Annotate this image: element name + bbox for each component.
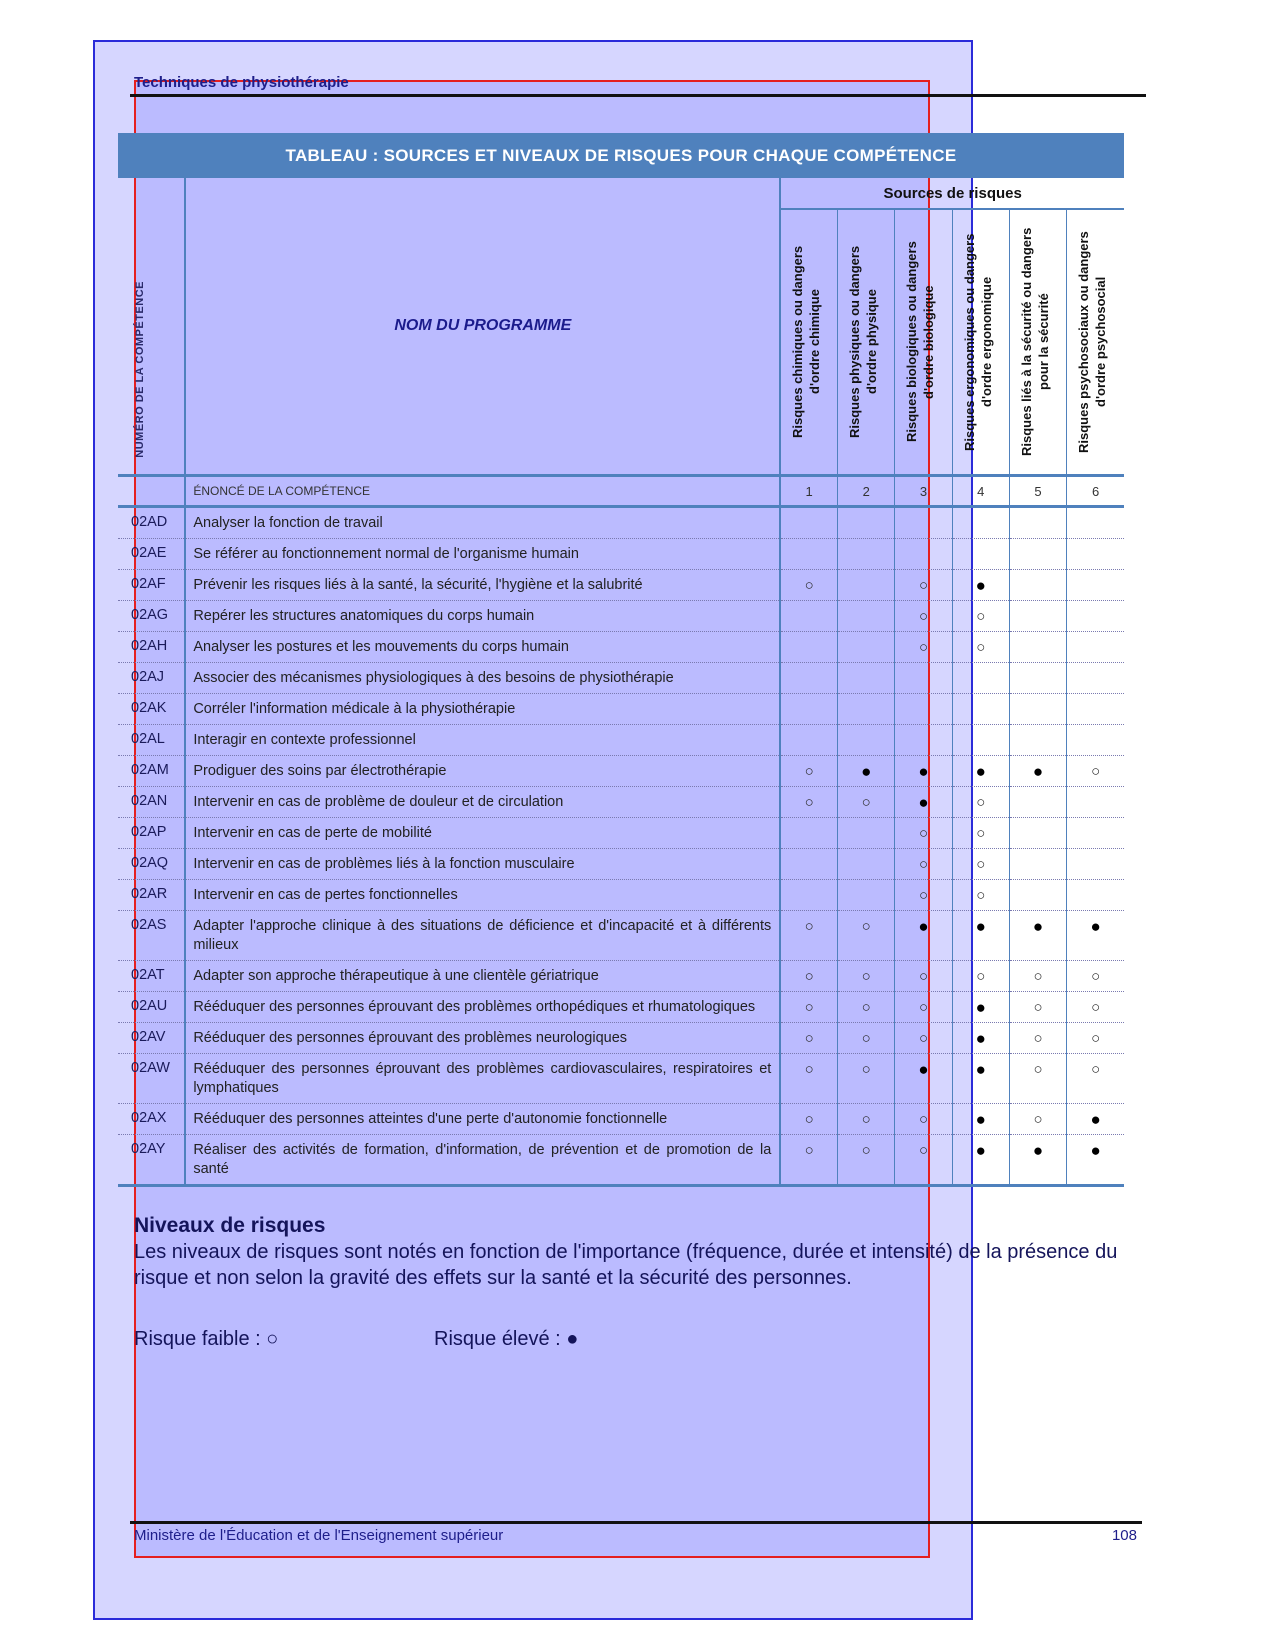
- enonce-header: ÉNONCÉ DE LA COMPÉTENCE: [185, 476, 780, 507]
- risk-level-cell: [780, 632, 837, 663]
- risk-level-cell: [952, 880, 1009, 911]
- enonce-empty-cell: [118, 476, 185, 507]
- competence-statement: Prévenir les risques liés à la santé, la sécurité, l'hygiène et la salubrité: [185, 570, 780, 601]
- risk-column-label: Risques physiques ou dangers d'ordre physique: [847, 245, 880, 439]
- competence-code: 02AV: [118, 1023, 185, 1054]
- high-risk-marker: ●: [975, 998, 986, 1017]
- table-row: [118, 880, 1124, 911]
- risk-level-cell: [838, 601, 895, 632]
- low-risk-marker: ○: [804, 968, 814, 985]
- low-risk-marker: ○: [1091, 1030, 1101, 1047]
- risk-level-cell: [952, 911, 1009, 961]
- risk-level-cell: [895, 539, 952, 570]
- competence-statement: Rééduquer des personnes éprouvant des problèmes cardiovasculaires, respiratoires et lymphatiques: [185, 1054, 780, 1104]
- competence-statement: Interagir en contexte professionnel: [185, 725, 780, 756]
- competence-code: 02AG: [118, 601, 185, 632]
- risk-level-cell: [780, 539, 837, 570]
- low-risk-marker: ○: [804, 1111, 814, 1128]
- low-risk-marker: ○: [1091, 763, 1101, 780]
- table-row: [118, 911, 1124, 961]
- low-risk-marker: ○: [804, 1030, 814, 1047]
- risk-level-cell: [838, 725, 895, 756]
- risk-column-header: [952, 209, 1009, 476]
- high-risk-marker: ●: [1090, 1110, 1101, 1129]
- risk-level-cell: [952, 1135, 1009, 1186]
- competence-code: 02AP: [118, 818, 185, 849]
- risk-level-cell: [838, 818, 895, 849]
- competence-code: 02AU: [118, 992, 185, 1023]
- table-row: [118, 570, 1124, 601]
- low-risk-marker: ○: [861, 1142, 871, 1159]
- competence-statement: Analyser la fonction de travail: [185, 507, 780, 539]
- risk-level-cell: [780, 992, 837, 1023]
- low-risk-marker: ○: [976, 639, 986, 656]
- risk-column-header: [780, 209, 837, 476]
- high-risk-marker: ●: [918, 1060, 929, 1079]
- risk-level-cell: [1009, 725, 1066, 756]
- competence-statement: Intervenir en cas de pertes fonctionnelles: [185, 880, 780, 911]
- high-risk-marker: ●: [1090, 917, 1101, 936]
- risk-level-cell: [895, 507, 952, 539]
- risk-level-cell: [952, 694, 1009, 725]
- low-risk-marker: ○: [1033, 999, 1043, 1016]
- risk-level-cell: [952, 849, 1009, 880]
- header-divider: [130, 94, 1146, 97]
- risk-level-cell: [838, 992, 895, 1023]
- risk-level-cell: [1067, 570, 1124, 601]
- table-row: [118, 1023, 1124, 1054]
- low-risk-marker: ○: [804, 918, 814, 935]
- risk-column-number: 6: [1067, 476, 1124, 507]
- risk-level-cell: [1009, 992, 1066, 1023]
- risk-level-cell: [952, 570, 1009, 601]
- table-row: [118, 787, 1124, 818]
- risk-column-label: Risques psychosociaux ou dangers d'ordre psychosocial: [1076, 231, 1109, 453]
- competence-risk-table: [118, 178, 1124, 1187]
- risk-column-label: Risques chimiques ou dangers d'ordre chimique: [790, 245, 823, 439]
- competence-code: 02AX: [118, 1104, 185, 1135]
- table-row: [118, 694, 1124, 725]
- competence-code: 02AY: [118, 1135, 185, 1186]
- risk-level-cell: [838, 507, 895, 539]
- risk-level-cell: [838, 694, 895, 725]
- competence-number-header-label: NUMÉRO DE LA COMPÉTENCE: [134, 281, 146, 458]
- risk-level-cell: [838, 632, 895, 663]
- risk-level-cell: [1067, 1054, 1124, 1104]
- risk-level-cell: [1009, 756, 1066, 787]
- risk-level-cell: [952, 539, 1009, 570]
- table-row: [118, 632, 1124, 663]
- page-header-title: Techniques de physiothérapie: [134, 74, 349, 91]
- high-risk-marker: ●: [975, 1060, 986, 1079]
- risk-level-cell: [1009, 663, 1066, 694]
- risk-level-cell: [780, 694, 837, 725]
- risk-level-cell: [780, 601, 837, 632]
- table-row: [118, 961, 1124, 992]
- low-risk-marker: ○: [918, 608, 929, 625]
- risk-level-cell: [780, 756, 837, 787]
- risk-level-cell: [895, 849, 952, 880]
- competence-statement: Adapter son approche thérapeutique à une clientèle gériatrique: [185, 961, 780, 992]
- table-row: [118, 1054, 1124, 1104]
- risk-column-number: 1: [780, 476, 837, 507]
- risk-level-cell: [1067, 818, 1124, 849]
- table-row: [118, 818, 1124, 849]
- low-risk-marker: ○: [918, 999, 929, 1016]
- risk-level-cell: [952, 725, 1009, 756]
- risk-level-cell: [952, 787, 1009, 818]
- risk-level-cell: [952, 818, 1009, 849]
- high-risk-marker: ●: [975, 1141, 986, 1160]
- risk-level-cell: [838, 961, 895, 992]
- competence-statement: Se référer au fonctionnement normal de l'organisme humain: [185, 539, 780, 570]
- low-risk-marker: ○: [918, 1030, 929, 1047]
- risk-level-cell: [780, 1135, 837, 1186]
- table-row: [118, 663, 1124, 694]
- risk-level-cell: [780, 570, 837, 601]
- table-row: [118, 849, 1124, 880]
- risk-level-cell: [952, 601, 1009, 632]
- competence-statement: Adapter l'approche clinique à des situations de déficience et d'incapacité et à différents milieux: [185, 911, 780, 961]
- low-risk-marker: ○: [804, 999, 814, 1016]
- low-risk-marker: ○: [976, 608, 986, 625]
- competence-statement: Rééduquer des personnes éprouvant des problèmes orthopédiques et rhumatologiques: [185, 992, 780, 1023]
- competence-code: 02AW: [118, 1054, 185, 1104]
- risk-level-cell: [1067, 663, 1124, 694]
- low-risk-marker: ○: [1091, 999, 1101, 1016]
- competence-statement: Intervenir en cas de problème de douleur et de circulation: [185, 787, 780, 818]
- risk-level-cell: [895, 663, 952, 694]
- risk-level-cell: [1067, 911, 1124, 961]
- high-risk-marker: ●: [1032, 1141, 1044, 1160]
- low-risk-marker: ○: [1033, 968, 1043, 985]
- low-risk-marker: ○: [976, 968, 986, 985]
- table-row: [118, 539, 1124, 570]
- risk-level-cell: [895, 1023, 952, 1054]
- low-risk-marker: ○: [1091, 968, 1101, 985]
- low-risk-marker: ○: [976, 887, 986, 904]
- low-risk-marker: ○: [1033, 1030, 1043, 1047]
- risk-level-cell: [895, 1104, 952, 1135]
- competence-code: 02AR: [118, 880, 185, 911]
- risk-levels-description: Les niveaux de risques sont notés en fonction de l'importance (fréquence, durée et intensité) de la présence du risque et non selon la gravité des effets sur la santé et la sécurité des personnes.: [134, 1241, 1118, 1289]
- risk-level-cell: [952, 1054, 1009, 1104]
- risk-level-cell: [1009, 570, 1066, 601]
- program-name-header: NOM DU PROGRAMME: [185, 178, 780, 476]
- high-risk-marker: ●: [861, 762, 872, 781]
- competence-statement: Intervenir en cas de perte de mobilité: [185, 818, 780, 849]
- low-risk-marker: ○: [861, 968, 871, 985]
- table-row: [118, 1135, 1124, 1186]
- low-risk-marker: ○: [861, 1061, 871, 1078]
- risk-level-cell: [1067, 787, 1124, 818]
- low-risk-marker: ○: [976, 825, 986, 842]
- low-risk-marker: ○: [804, 763, 814, 780]
- risk-column-label: Risques biologiques ou dangers d'ordre biologique: [904, 241, 937, 443]
- legend-low-risk: Risque faible : ○: [134, 1328, 279, 1350]
- risk-level-cell: [1067, 992, 1124, 1023]
- risk-level-cell: [838, 663, 895, 694]
- risk-level-cell: [895, 1054, 952, 1104]
- risk-level-cell: [1009, 961, 1066, 992]
- low-risk-marker: ○: [804, 1142, 814, 1159]
- low-risk-marker: ○: [861, 1030, 871, 1047]
- risk-level-cell: [1009, 818, 1066, 849]
- risk-level-cell: [780, 663, 837, 694]
- low-risk-marker: ○: [804, 794, 814, 811]
- risk-level-cell: [952, 507, 1009, 539]
- risk-level-cell: [1067, 601, 1124, 632]
- risk-level-cell: [1009, 880, 1066, 911]
- risk-level-cell: [1067, 756, 1124, 787]
- high-risk-marker: ●: [975, 1110, 986, 1129]
- risk-level-cell: [838, 880, 895, 911]
- low-risk-marker: ○: [976, 794, 986, 811]
- risk-level-cell: [780, 911, 837, 961]
- low-risk-marker: ○: [918, 1111, 929, 1128]
- risk-level-cell: [1067, 1135, 1124, 1186]
- high-risk-marker: ●: [1090, 1141, 1101, 1160]
- competence-statement: Associer des mécanismes physiologiques à des besoins de physiothérapie: [185, 663, 780, 694]
- high-risk-marker: ●: [1032, 917, 1044, 936]
- risk-level-cell: [895, 570, 952, 601]
- page-number: 108: [1111, 1527, 1137, 1544]
- risk-level-cell: [780, 1054, 837, 1104]
- risk-level-cell: [895, 1135, 952, 1186]
- high-risk-marker: ●: [975, 762, 986, 781]
- competence-statement: Intervenir en cas de problèmes liés à la fonction musculaire: [185, 849, 780, 880]
- risk-level-cell: [952, 632, 1009, 663]
- competence-code: 02AH: [118, 632, 185, 663]
- risk-column-number: 3: [895, 476, 952, 507]
- risk-level-cell: [895, 992, 952, 1023]
- competence-code: 02AF: [118, 570, 185, 601]
- risk-column-header: [895, 209, 952, 476]
- risk-level-cell: [1067, 1023, 1124, 1054]
- competence-code: 02AS: [118, 911, 185, 961]
- competence-statement: Prodiguer des soins par électrothérapie: [185, 756, 780, 787]
- risk-level-cell: [780, 818, 837, 849]
- risk-level-cell: [1067, 849, 1124, 880]
- risk-level-cell: [780, 880, 837, 911]
- risk-level-cell: [838, 787, 895, 818]
- risk-level-cell: [780, 961, 837, 992]
- competence-code: 02AN: [118, 787, 185, 818]
- risk-level-cell: [838, 1023, 895, 1054]
- competence-statement: Rééduquer des personnes éprouvant des problèmes neurologiques: [185, 1023, 780, 1054]
- risk-level-cell: [1067, 725, 1124, 756]
- risk-column-header: [1067, 209, 1124, 476]
- competence-code: 02AJ: [118, 663, 185, 694]
- competence-statement: Réaliser des activités de formation, d'information, de prévention et de promotion de la santé: [185, 1135, 780, 1186]
- table-row: [118, 992, 1124, 1023]
- risk-column-number: 2: [838, 476, 895, 507]
- low-risk-marker: ○: [1033, 1111, 1043, 1128]
- risk-level-cell: [1067, 961, 1124, 992]
- risk-level-cell: [1009, 601, 1066, 632]
- risk-level-cell: [838, 1135, 895, 1186]
- risk-level-cell: [895, 725, 952, 756]
- risk-level-cell: [895, 911, 952, 961]
- risk-level-cell: [1067, 632, 1124, 663]
- risk-column-header: [838, 209, 895, 476]
- risk-level-cell: [1009, 1023, 1066, 1054]
- risk-level-cell: [1067, 507, 1124, 539]
- risk-level-cell: [895, 601, 952, 632]
- risk-column-label: Risques ergonomiques ou dangers d'ordre ergonomique: [961, 233, 994, 451]
- risk-level-cell: [1009, 539, 1066, 570]
- risk-level-cell: [1067, 1104, 1124, 1135]
- competence-statement: Repérer les structures anatomiques du corps humain: [185, 601, 780, 632]
- competence-statement: Corréler l'information médicale à la physiothérapie: [185, 694, 780, 725]
- low-risk-marker: ○: [804, 1061, 814, 1078]
- competence-code: 02AD: [118, 507, 185, 539]
- risk-level-cell: [895, 694, 952, 725]
- risk-level-cell: [952, 961, 1009, 992]
- risk-level-cell: [1067, 880, 1124, 911]
- table-row: [118, 1104, 1124, 1135]
- table-row: [118, 507, 1124, 539]
- table-row: [118, 756, 1124, 787]
- competence-number-header: [118, 178, 185, 476]
- low-risk-marker: ○: [861, 1111, 871, 1128]
- legend-high-risk: Risque élevé : ●: [434, 1328, 579, 1350]
- high-risk-marker: ●: [975, 576, 986, 595]
- low-risk-marker: ○: [918, 577, 929, 594]
- low-risk-marker: ○: [918, 887, 929, 904]
- risk-level-cell: [952, 992, 1009, 1023]
- high-risk-marker: ●: [975, 917, 986, 936]
- risk-level-cell: [952, 1023, 1009, 1054]
- risk-level-cell: [1009, 911, 1066, 961]
- footer-ministry: Ministère de l'Éducation et de l'Enseignement supérieur: [134, 1527, 504, 1544]
- risk-level-cell: [838, 1104, 895, 1135]
- risk-level-cell: [1009, 787, 1066, 818]
- low-risk-marker: ○: [861, 999, 871, 1016]
- low-risk-marker: ○: [918, 968, 929, 985]
- risk-level-cell: [1009, 1104, 1066, 1135]
- table-row: [118, 725, 1124, 756]
- risk-level-cell: [895, 787, 952, 818]
- risk-level-cell: [1009, 507, 1066, 539]
- low-risk-marker: ○: [861, 918, 871, 935]
- competence-code: 02AT: [118, 961, 185, 992]
- risk-column-label: Risques liés à la sécurité ou dangers pour la sécurité: [1018, 227, 1051, 457]
- table-title: TABLEAU : SOURCES ET NIVEAUX DE RISQUES POUR CHAQUE COMPÉTENCE: [118, 133, 1124, 178]
- risk-level-cell: [838, 539, 895, 570]
- low-risk-marker: ○: [1033, 1061, 1043, 1078]
- risk-level-cell: [952, 756, 1009, 787]
- risk-level-cell: [1009, 632, 1066, 663]
- low-risk-marker: ○: [1091, 1061, 1101, 1078]
- risk-level-cell: [780, 849, 837, 880]
- risk-level-cell: [780, 1023, 837, 1054]
- risk-level-cell: [838, 756, 895, 787]
- low-risk-marker: ○: [918, 1142, 929, 1159]
- risk-level-cell: [838, 849, 895, 880]
- competence-code: 02AL: [118, 725, 185, 756]
- risk-level-cell: [1009, 694, 1066, 725]
- risk-level-cell: [780, 507, 837, 539]
- risk-column-number: 5: [1009, 476, 1066, 507]
- risk-sources-header: Sources de risques: [780, 178, 1124, 209]
- risk-level-cell: [1009, 849, 1066, 880]
- footer-divider: [130, 1521, 1142, 1524]
- competence-code: 02AQ: [118, 849, 185, 880]
- competence-statement: Analyser les postures et les mouvements du corps humain: [185, 632, 780, 663]
- risk-level-cell: [895, 632, 952, 663]
- risk-level-cell: [895, 961, 952, 992]
- competence-code: 02AE: [118, 539, 185, 570]
- risk-levels-title: Niveaux de risques: [134, 1214, 326, 1237]
- risk-column-header: [1009, 209, 1066, 476]
- risk-level-cell: [780, 725, 837, 756]
- risk-level-cell: [780, 787, 837, 818]
- risk-level-cell: [952, 1104, 1009, 1135]
- risk-level-cell: [895, 818, 952, 849]
- risk-column-number: 4: [952, 476, 1009, 507]
- risk-level-cell: [838, 570, 895, 601]
- competence-statement: Rééduquer des personnes atteintes d'une perte d'autonomie fonctionnelle: [185, 1104, 780, 1135]
- risk-level-cell: [1009, 1054, 1066, 1104]
- high-risk-marker: ●: [918, 762, 929, 781]
- high-risk-marker: ●: [918, 793, 929, 812]
- high-risk-marker: ●: [975, 1029, 986, 1048]
- risk-level-cell: [1067, 539, 1124, 570]
- enonce-header-row: [118, 476, 1124, 507]
- risk-level-cell: [838, 911, 895, 961]
- risk-level-cell: [780, 1104, 837, 1135]
- table-row: [118, 601, 1124, 632]
- low-risk-marker: ○: [861, 794, 871, 811]
- competence-code: 02AM: [118, 756, 185, 787]
- high-risk-marker: ●: [1032, 762, 1044, 781]
- risk-level-cell: [895, 880, 952, 911]
- risk-level-cell: [895, 756, 952, 787]
- low-risk-marker: ○: [918, 856, 929, 873]
- low-risk-marker: ○: [804, 577, 814, 594]
- high-risk-marker: ●: [918, 917, 929, 936]
- risk-level-cell: [1067, 694, 1124, 725]
- risk-level-cell: [838, 1054, 895, 1104]
- risk-level-cell: [1009, 1135, 1066, 1186]
- low-risk-marker: ○: [918, 639, 929, 656]
- competence-code: 02AK: [118, 694, 185, 725]
- low-risk-marker: ○: [976, 856, 986, 873]
- risk-level-cell: [952, 663, 1009, 694]
- low-risk-marker: ○: [918, 825, 929, 842]
